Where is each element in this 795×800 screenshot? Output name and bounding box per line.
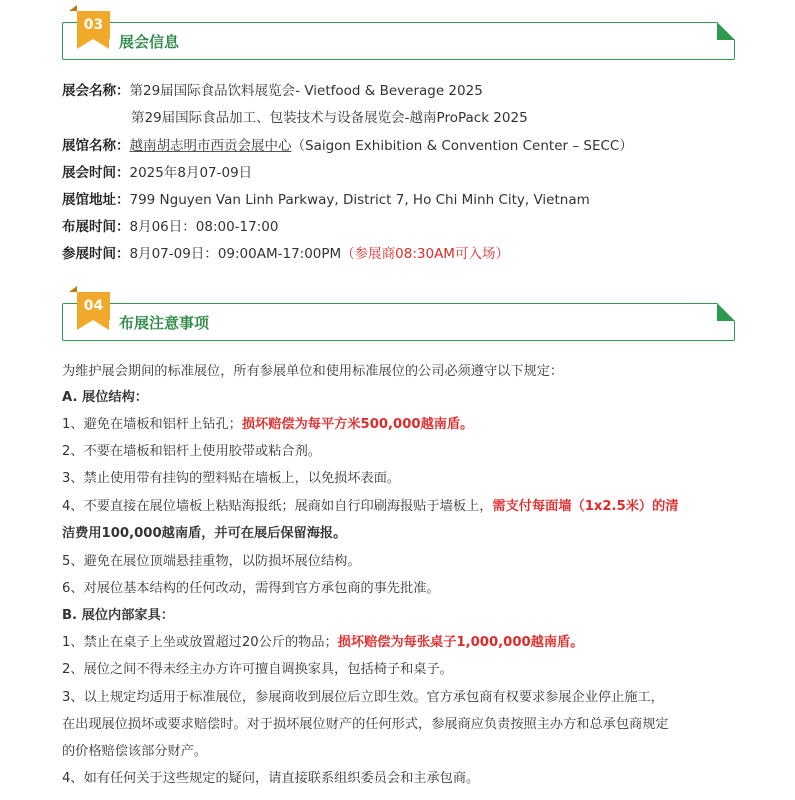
info-row-venue: 展馆名称：越南胡志明市西贡会展中心（Saigon Exhibition & Convention Center – SECC） [62, 138, 633, 154]
rule-a6: 6、对展位基本结构的任何改动，需得到官方承包商的事先批准。 [62, 581, 440, 596]
section-header-exhibition-info [62, 17, 735, 60]
rule-a4-continued: 洁费用100,000越南盾，并可在展后保留海报。 [62, 526, 347, 541]
section-number: 04 [77, 292, 110, 320]
section-title: 布展注意事项 [119, 314, 210, 332]
subheading-booth-furniture: B. 展位内部家具： [62, 608, 174, 623]
rule-b2: 2、展位之间不得未经主办方许可擅自调换家具，包括椅子和桌子。 [62, 662, 453, 677]
corner-fold-icon [717, 22, 735, 40]
rule-b3-line3: 的价格赔偿该部分财产。 [62, 744, 208, 759]
rule-a5: 5、避免在展位顶端悬挂重物，以防损坏展位结构。 [62, 554, 361, 569]
rule-a3: 3、禁止使用带有挂钩的塑料贴在墙板上，以免损坏表面。 [62, 471, 401, 486]
venue-link[interactable]: 越南胡志明市西贡会展中心 [129, 138, 292, 154]
info-row-date: 展会时间：2025年8月07-09日 [62, 165, 253, 181]
intro-text: 为维护展会期间的标准展位，所有参展单位和使用标准展位的公司必须遵守以下规定： [62, 364, 564, 379]
section-title: 展会信息 [119, 33, 180, 51]
rule-b4: 4、如有任何关于这些规定的疑问，请直接联系组织委员会和主承包商。 [62, 771, 480, 786]
info-row-visit-time: 参展时间：8月07-09日：09:00AM-17:00PM（参展商08:30AM可入场） [62, 246, 509, 262]
subheading-booth-structure: A. 展位结构： [62, 390, 148, 405]
corner-fold-icon [717, 303, 735, 321]
info-row-setup-time: 布展时间：8月06日：08:00-17:00 [62, 219, 279, 235]
rule-b3-line1: 3、以上规定均适用于标准展位，参展商收到展位后立即生效。官方承包商有权要求参展企业停止施工， [62, 690, 664, 705]
info-row-address: 展馆地址：799 Nguyen Van Linh Parkway, District 7, Ho Chi Minh City, Vietnam [62, 192, 590, 208]
rule-a1: 1、避免在墙板和铝杆上钻孔；损坏赔偿为每平方米500,000越南盾。 [62, 417, 474, 432]
rule-a2: 2、不要在墙板和铝杆上使用胶带或粘合剂。 [62, 444, 321, 459]
visit-time-note: （参展商08:30AM可入场） [341, 246, 509, 262]
section-number-badge [77, 292, 110, 330]
section-header-setup-notes [62, 298, 735, 341]
info-row-exhibition-name: 展会名称：第29届国际食品饮料展览会- Vietfood & Beverage 2025 [62, 83, 483, 99]
section-number-badge [77, 11, 110, 49]
rule-b1: 1、禁止在桌子上坐或放置超过20公斤的物品；损坏赔偿为每张桌子1,000,000越南盾。 [62, 635, 584, 650]
rule-a4: 4、不要直接在展位墙板上粘贴海报纸；展商如自行印刷海报贴于墙板上，需支付每面墙（1x2.5米）的清 [62, 499, 679, 514]
info-row-exhibition-name-2: 第29届国际食品加工、包装技术与设备展览会-越南ProPack 2025 [131, 110, 528, 126]
section-number: 03 [77, 11, 110, 39]
rule-b3-line2: 在出现展位损坏或要求赔偿时。对于损坏展位财产的任何形式，参展商应负责按照主办方和总承包商规定 [62, 717, 669, 732]
